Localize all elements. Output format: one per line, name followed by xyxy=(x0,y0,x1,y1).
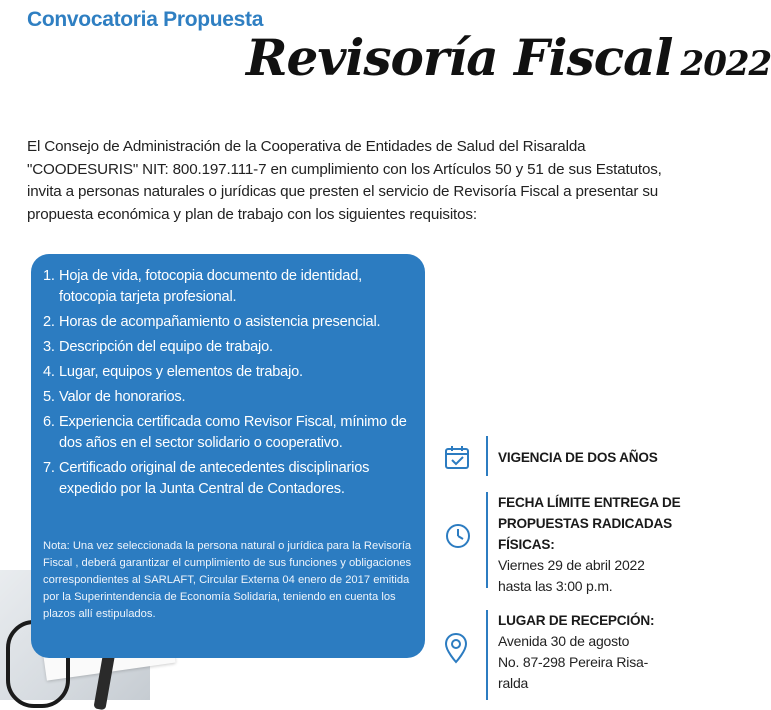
title-text: Revisoría Fiscal xyxy=(246,28,673,87)
location-title: LUGAR DE RECEPCIÓN: xyxy=(498,613,655,628)
requirement-text: Experiencia certificada como Revisor Fiscal, mínimo de dos años en el sector solidario o cooperativo. xyxy=(59,414,407,451)
validity-title: VIGENCIA DE DOS AÑOS xyxy=(498,450,658,465)
clock-icon xyxy=(444,522,472,550)
location-line-3: ralda xyxy=(498,675,529,691)
deadline-title-1: FECHA LÍMITE ENTREGA DE xyxy=(498,495,681,510)
requirement-number: 1. xyxy=(43,268,55,284)
requirement-item xyxy=(43,387,423,408)
page-title xyxy=(246,28,771,87)
deadline-date: Viernes 29 de abril 2022 xyxy=(498,557,645,573)
requirement-item xyxy=(43,266,423,308)
deadline-block xyxy=(440,492,700,592)
requirement-text: Valor de honorarios. xyxy=(59,389,186,405)
validity-text xyxy=(498,447,698,468)
requirement-number: 3. xyxy=(43,339,55,355)
requirement-item xyxy=(43,312,423,333)
intro-paragraph: El Consejo de Administración de la Cooperativa de Entidades de Salud del Risaralda "COODESURIS" NIT: 800.197.111-7 en cumplimiento con los Artículos 50 y 51 de sus Estatutos, invita a personas naturales o jurídicas que presten el servicio de Revisoría Fiscal a presentar su propuesta económica y plan de trabajo con los siguientes requisitos: xyxy=(27,138,662,223)
requirements-list xyxy=(43,266,423,504)
validity-divider xyxy=(486,436,488,476)
header-label: Convocatoria Propuesta xyxy=(27,8,264,31)
requirements-box xyxy=(31,254,425,658)
requirement-number: 2. xyxy=(43,314,55,330)
location-line-1: Avenida 30 de agosto xyxy=(498,633,630,649)
requirement-item xyxy=(43,337,423,358)
requirement-number: 5. xyxy=(43,389,55,405)
requirement-text: Descripción del equipo de trabajo. xyxy=(59,339,273,355)
location-block xyxy=(440,610,700,700)
location-divider xyxy=(486,610,488,700)
requirement-text: Lugar, equipos y elementos de trabajo. xyxy=(59,364,303,380)
requirement-number: 6. xyxy=(43,414,55,430)
requirement-text: Hoja de vida, fotocopia documento de identidad, fotocopia tarjeta profesional. xyxy=(59,268,362,305)
calendar-check-icon xyxy=(444,444,470,470)
requirement-text: Horas de acompañamiento o asistencia presencial. xyxy=(59,314,381,330)
requirement-number: 7. xyxy=(43,460,55,476)
location-line-2: No. 87-298 Pereira Risa- xyxy=(498,654,649,670)
requirement-number: 4. xyxy=(43,364,55,380)
requirement-item xyxy=(43,412,423,454)
validity-block xyxy=(440,436,700,476)
location-pin-icon xyxy=(444,632,468,664)
requirements-note: Nota: Una vez seleccionada la persona natural o jurídica para la Revisoría Fiscal , deberá garantizar el cumplimiento de sus funciones y obligaciones correspondientes al SARLAFT, Circular Externa 04 enero de 2017 emitida por la Superintendencia de Economía Solidaria, teniendo en cuenta los plazos allí estipulados. xyxy=(43,540,412,620)
deadline-title-2: PROPUESTAS RADICADAS FÍSICAS: xyxy=(498,516,672,552)
requirement-text: Certificado original de antecedentes disciplinarios expedido por la Junta Central de Contadores. xyxy=(59,460,370,497)
deadline-time: hasta las 3:00 p.m. xyxy=(498,578,613,594)
deadline-text xyxy=(498,492,698,597)
requirement-item xyxy=(43,362,423,383)
location-text xyxy=(498,610,698,694)
requirement-item xyxy=(43,458,423,500)
deadline-divider xyxy=(486,492,488,588)
title-year: 2022 xyxy=(680,44,771,84)
